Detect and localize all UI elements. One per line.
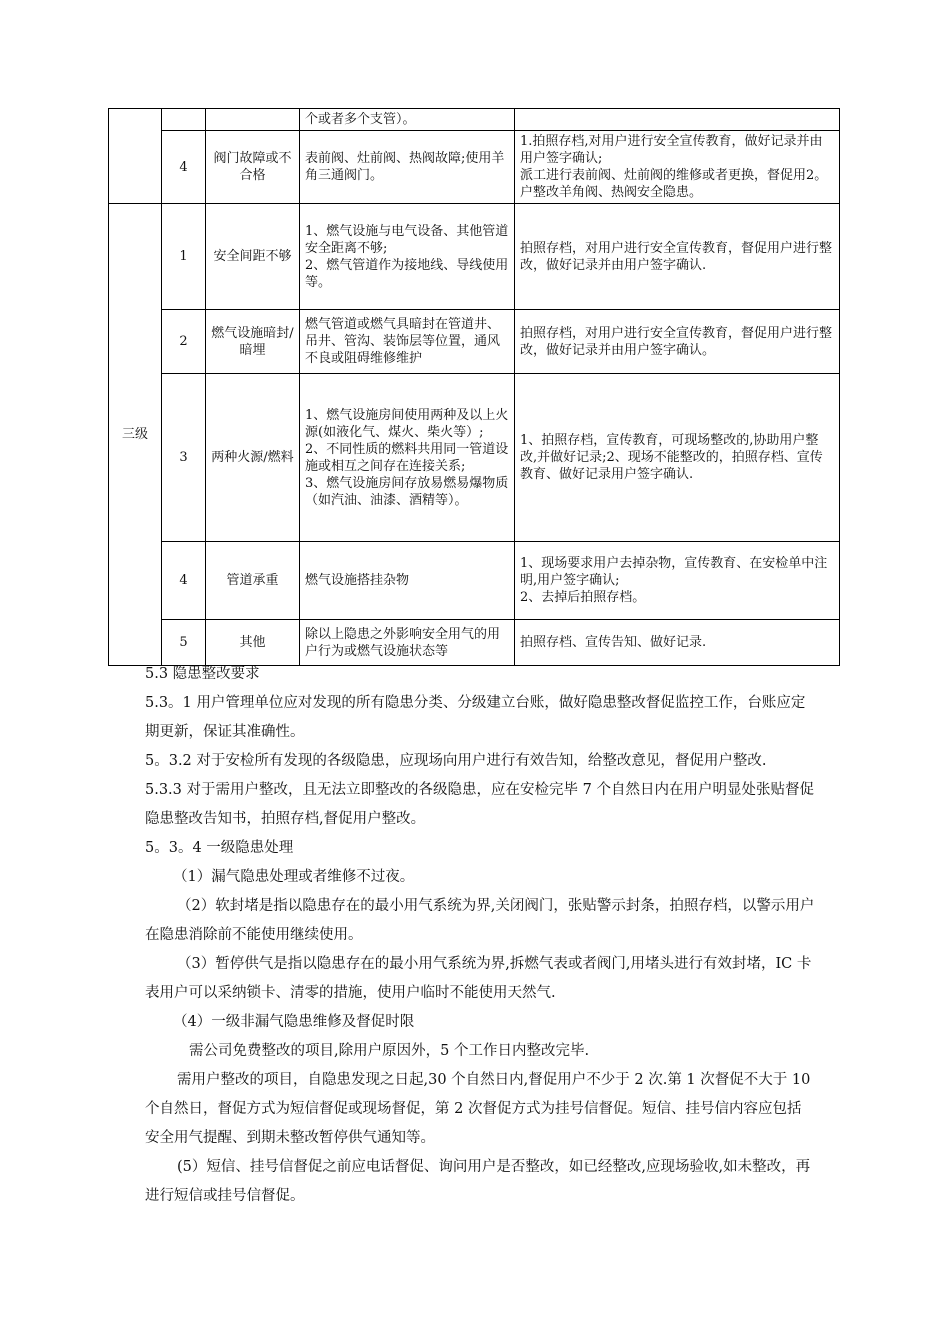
row-number: 2 xyxy=(162,310,206,374)
table-row xyxy=(109,542,840,620)
paragraph: 5.3。1 用户管理单位应对发现的所有隐患分类、分级建立台账，做好隐患整改督促监控工作，台账应定期更新，保证其准确性。 xyxy=(145,695,806,740)
rectification-measure: 拍照存档、宣传告知、做好记录. xyxy=(515,620,840,666)
paragraph: 需用户整改的项目，自隐患发现之日起,30 个自然日内,督促用户不少于 2 次.第 1 次督促不大于 10 个自然日，督促方式为短信督促或现场督促，第 2 次督促方式为挂号信督促。短信、挂号信内容应包括安全用气提醒、到期未整改暂停供气通知等。 xyxy=(145,1072,811,1146)
hazard-description: 除以上隐患之外影响安全用气的用户行为或燃气设施状态等 xyxy=(300,620,515,666)
hazard-description: 表前阀、灶前阀、热阀故障;使用羊角三通阀门。 xyxy=(300,131,515,204)
paragraph: 5。3。4 一级隐患处理 xyxy=(145,840,294,856)
rectification-measure: 1.拍照存档,对用户进行安全宣传教育，做好记录并由用户签字确认; 派工进行表前阀、灶前阀的维修或者更换，督促用2。户整改羊角阀、热阀安全隐患。 xyxy=(515,131,840,204)
rectification-measure: 1、现场要求用户去掉杂物，宣传教育、在安检单中注明,用户签字确认; 2、去掉后拍照存档。 xyxy=(515,542,840,620)
rectification-measure xyxy=(515,109,840,131)
rectification-measure: 拍照存档，对用户进行安全宣传教育，督促用户进行整改，做好记录并由用户签字确认. xyxy=(515,204,840,310)
list-item: （2）软封堵是指以隐患存在的最小用气系统为界,关闭阀门，张贴警示封条，拍照存档，以警示用户在隐患消除前不能使用继续使用。 xyxy=(145,898,815,943)
hazard-description: 燃气设施搭挂杂物 xyxy=(300,542,515,620)
hazard-description: 1、燃气设施与电气设备、其他管道安全距离不够; 2、燃气管道作为接地线、导线使用等。 xyxy=(300,204,515,310)
row-number: 1 xyxy=(162,204,206,310)
hazard-description: 个或者多个支管）。 xyxy=(300,109,515,131)
level-cell-blank xyxy=(109,109,162,204)
table-row xyxy=(109,204,840,310)
hazard-table xyxy=(108,108,840,666)
hazard-level-label: 三级 xyxy=(109,204,162,666)
body-text xyxy=(145,660,815,1211)
row-number: 4 xyxy=(162,542,206,620)
list-item: （1）漏气隐患处理或者维修不过夜。 xyxy=(173,869,415,885)
row-number: 5 xyxy=(162,620,206,666)
hazard-type xyxy=(206,109,300,131)
row-number: 3 xyxy=(162,374,206,542)
list-item: (5）短信、挂号信督促之前应电话督促、询问用户是否整改，如已经整改,应现场验收,如未整改，再进行短信或挂号信督促。 xyxy=(145,1159,811,1204)
hazard-description: 1、燃气设施房间使用两种及以上火源(如液化气、煤火、柴火等）; 2、不同性质的燃料共用同一管道设施或相互之间存在连接关系; 3、燃气设施房间存放易燃易爆物质（如汽油、油漆、酒精等）。 xyxy=(300,374,515,542)
table-row xyxy=(109,109,840,131)
paragraph: 5.3.3 对于需用户整改，且无法立即整改的各级隐患，应在安检完毕 7 个自然日内在用户明显处张贴督促隐患整改告知书，拍照存档,督促用户整改。 xyxy=(145,782,814,827)
rectification-measure: 1、拍照存档，宣传教育，可现场整改的,协助用户整改,并做好记录;2、现场不能整改的，拍照存档、宣传教育、做好记录用户签字确认. xyxy=(515,374,840,542)
rectification-measure: 拍照存档，对用户进行安全宣传教育，督促用户进行整改，做好记录并由用户签字确认。 xyxy=(515,310,840,374)
table-row xyxy=(109,374,840,542)
hazard-type: 管道承重 xyxy=(206,542,300,620)
list-item: （3）暂停供气是指以隐患存在的最小用气系统为界,拆燃气表或者阀门,用堵头进行有效封堵，IC 卡表用户可以采纳锁卡、清零的措施，使用户临时不能使用天然气. xyxy=(145,956,812,1001)
list-item: （4）一级非漏气隐患维修及督促时限 xyxy=(173,1014,415,1030)
row-number: 4 xyxy=(162,131,206,204)
row-number xyxy=(162,109,206,131)
table-row xyxy=(109,310,840,374)
hazard-type: 两种火源/燃料 xyxy=(206,374,300,542)
hazard-type: 安全间距不够 xyxy=(206,204,300,310)
table-row xyxy=(109,131,840,204)
paragraph: 需公司免费整改的项目,除用户原因外，5 个工作日内整改完毕. xyxy=(189,1043,590,1059)
hazard-type: 其他 xyxy=(206,620,300,666)
hazard-type: 阀门故障或不合格 xyxy=(206,131,300,204)
paragraph: 5。3.2 对于安检所有发现的各级隐患，应现场向用户进行有效告知，给整改意见，督促用户整改. xyxy=(145,753,767,769)
section-heading: 5.3 隐患整改要求 xyxy=(145,666,260,682)
hazard-description: 燃气管道或燃气具暗封在管道井、吊井、管沟、装饰层等位置，通风不良或阻碍维修维护 xyxy=(300,310,515,374)
hazard-type: 燃气设施暗封/暗埋 xyxy=(206,310,300,374)
table-row xyxy=(109,620,840,666)
